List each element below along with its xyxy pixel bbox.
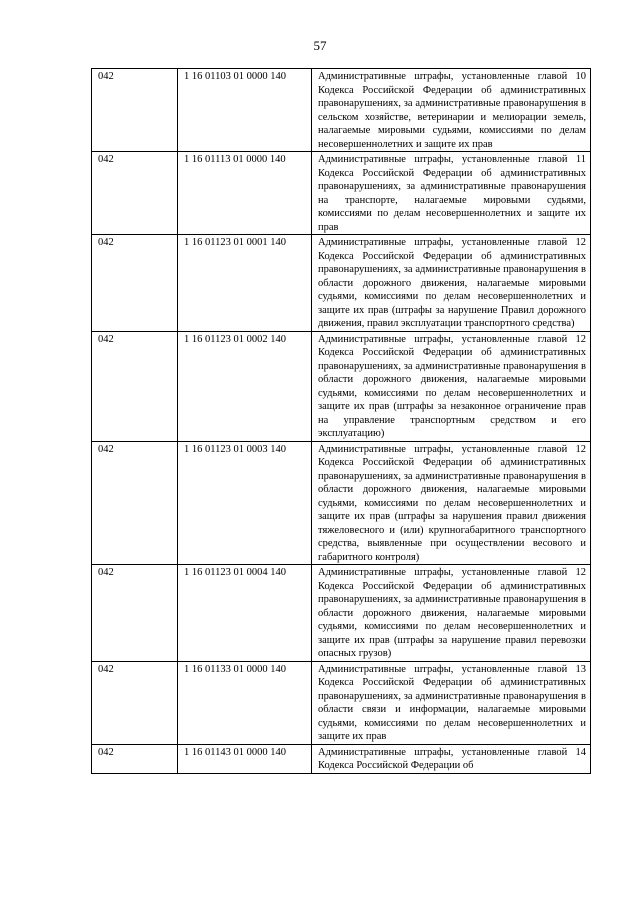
administrator-code-cell: 042 xyxy=(92,331,178,441)
revenue-name-cell: Административные штрафы, установленные главой 13 Кодекса Российской Федерации об административных правонарушениях, за административные правонарушения в области связи и информации, налагаемые мировыми судьями, комиссиями по делам несовершеннолетних и защите их прав xyxy=(312,661,591,744)
table-row xyxy=(92,235,591,332)
administrator-code-cell: 042 xyxy=(92,744,178,773)
revenue-name-cell: Административные штрафы, установленные главой 12 Кодекса Российской Федерации об административных правонарушениях, за административные правонарушения в области дорожного движения, налагаемые мировыми судьями, комиссиями по делам несовершеннолетних и защите их прав (штрафы за нарушение Правил дорожного движения, правил эксплуатации транспортного средства) xyxy=(312,235,591,332)
budget-classification-code-cell: 1 16 01123 01 0003 140 xyxy=(178,441,312,565)
revenue-name-cell: Административные штрафы, установленные главой 12 Кодекса Российской Федерации об административных правонарушениях, за административные правонарушения в области дорожного движения, налагаемые мировыми судьями, комиссиями по делам несовершеннолетних и защите их прав (штрафы за нарушения правил движения тяжеловесного и (или) крупногабаритного транспортного средства, выявленные при осуществлении весового и габаритного контроля) xyxy=(312,441,591,565)
revenue-codes-table xyxy=(91,68,591,774)
revenue-name-cell: Административные штрафы, установленные главой 12 Кодекса Российской Федерации об административных правонарушениях, за административные правонарушения в области дорожного движения, налагаемые мировыми судьями, комиссиями по делам несовершеннолетних и защите их прав (штрафы за нарушение правил перевозки опасных грузов) xyxy=(312,565,591,662)
revenue-name-cell: Административные штрафы, установленные главой 14 Кодекса Российской Федерации об xyxy=(312,744,591,773)
administrator-code-cell: 042 xyxy=(92,69,178,152)
table-row xyxy=(92,744,591,773)
budget-classification-code-cell: 1 16 01123 01 0004 140 xyxy=(178,565,312,662)
budget-classification-code-cell: 1 16 01133 01 0000 140 xyxy=(178,661,312,744)
administrator-code-cell: 042 xyxy=(92,235,178,332)
revenue-name-cell: Административные штрафы, установленные главой 12 Кодекса Российской Федерации об административных правонарушениях, за административные правонарушения в области дорожного движения, налагаемые мировыми судьями, комиссиями по делам несовершеннолетних и защите их прав (штрафы за незаконное ограничение прав на управление транспортным средством и его эксплуатацию) xyxy=(312,331,591,441)
table-row xyxy=(92,565,591,662)
administrator-code-cell: 042 xyxy=(92,441,178,565)
table-row xyxy=(92,152,591,235)
budget-classification-code-cell: 1 16 01123 01 0001 140 xyxy=(178,235,312,332)
table-row xyxy=(92,661,591,744)
budget-classification-code-cell: 1 16 01103 01 0000 140 xyxy=(178,69,312,152)
budget-classification-code-cell: 1 16 01123 01 0002 140 xyxy=(178,331,312,441)
revenue-name-cell: Административные штрафы, установленные главой 10 Кодекса Российской Федерации об административных правонарушениях, за административные правонарушения в сельском хозяйстве, ветеринарии и мелиорации земель, налагаемые мировыми судьями, комиссиями по делам несовершеннолетних и защите их прав xyxy=(312,69,591,152)
page-number: 57 xyxy=(313,38,327,53)
budget-classification-code-cell: 1 16 01143 01 0000 140 xyxy=(178,744,312,773)
table-row xyxy=(92,69,591,152)
revenue-name-cell: Административные штрафы, установленные главой 11 Кодекса Российской Федерации об административных правонарушениях, за административные правонарушения на транспорте, налагаемые мировыми судьями, комиссиями по делам несовершеннолетних и защите их прав xyxy=(312,152,591,235)
budget-classification-code-cell: 1 16 01113 01 0000 140 xyxy=(178,152,312,235)
administrator-code-cell: 042 xyxy=(92,152,178,235)
table-row xyxy=(92,331,591,441)
administrator-code-cell: 042 xyxy=(92,661,178,744)
table-row xyxy=(92,441,591,565)
administrator-code-cell: 042 xyxy=(92,565,178,662)
